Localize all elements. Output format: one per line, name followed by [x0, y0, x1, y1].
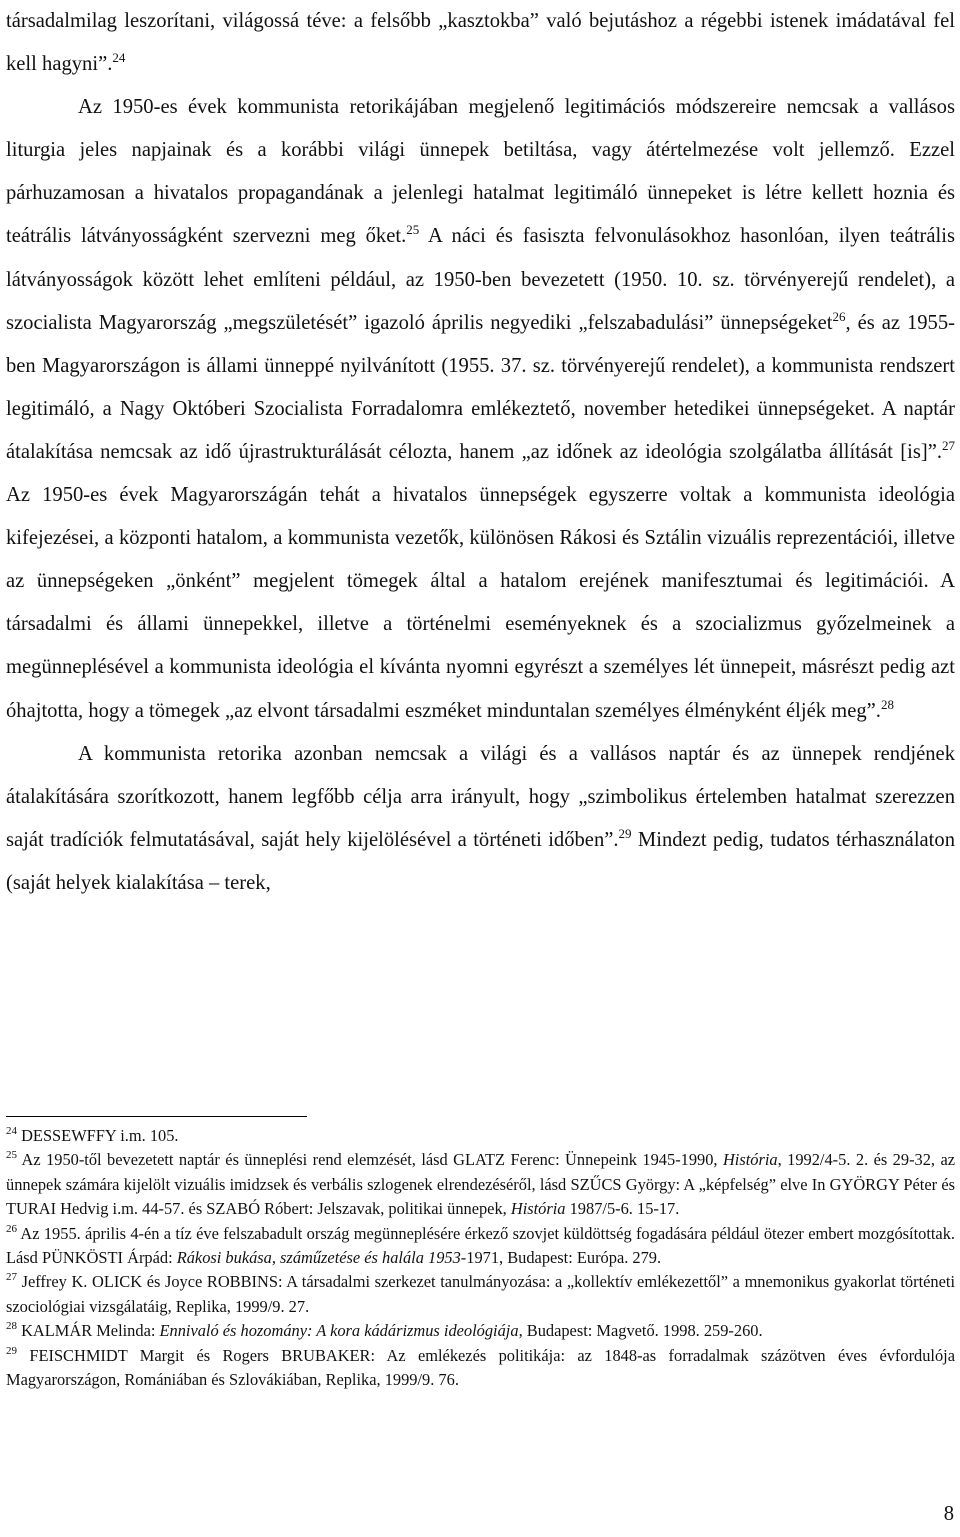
- paragraph-text: Mindezt pedig, tudatos térhasználaton (saját helyek kialakítása – terek,: [6, 828, 955, 894]
- footnote-number: 24: [6, 1125, 17, 1137]
- footnote-text: 1987/5-6. 15-17.: [565, 1199, 680, 1219]
- footnote-25: [6, 1148, 955, 1221]
- footnote-text: Az 1950-től bevezetett naptár és ünneplési rend elemzését, lásd GLATZ Ferenc: Ünnepeink 1945-1990,: [17, 1150, 723, 1170]
- footnote-ref-26[interactable]: 26: [832, 308, 846, 324]
- footnote-text: Az 1955. április 4-én a tíz éve felszabadult ország megünneplésére érkező szovjet küldöttség fogadására például ötezer embert mozgósítottak. Lásd PÜNKÖSTI Árpád:: [6, 1223, 955, 1268]
- footnote-text: , 1992/4-5. 2. és 29-32, az ünnepek számára kijelölt vizuális imidzsek és verbális szlogenek elrendezéséről, lásd SZŰCS György: A „képfelség” elve In GYÖRGY Péter és TURAI Hedvig i.m. 44-57. és SZABÓ Róbert: Jelszavak, politikai ünnepek,: [6, 1150, 955, 1219]
- page-number: 8: [943, 1503, 954, 1525]
- footnote-ref-28[interactable]: 28: [880, 696, 894, 712]
- footnote-27: [6, 1270, 955, 1319]
- footnote-italic: História: [510, 1199, 566, 1219]
- footnote-text: Jeffrey K. OLICK és Joyce ROBBINS: A társadalmi szerkezet tanulmányozása: a „kollektív emlékezettől” a mnemonikus gyakorlat történeti szociológiai vizsgálatáig, Replika, 1999/9. 27.: [6, 1272, 955, 1316]
- footnote-text: DESSEWFFY i.m. 105.: [17, 1126, 179, 1145]
- footnote-number: 27: [6, 1271, 17, 1284]
- paragraph-1: [6, 0, 955, 86]
- paragraph-3: [6, 733, 955, 905]
- footnote-29: [6, 1344, 955, 1393]
- footnote-28: [6, 1319, 955, 1343]
- paragraph-2: [6, 86, 955, 732]
- paragraph-text: Az 1950-es évek Magyarországán tehát a hivatalos ünnepségek egyszerre voltak a kommunista ideológia kifejezései, a központi hatalom, a kommunista vezetők, különösen Rákosi és Sztálin vizuális reprezentációi, illetve az ünnepségeken „önként” megjelent tömegek által a hatalom erejének manifesztumai és legitimációi. A társadalmi és állami ünnepekkel, illetve a történelmi eseményeknek és a szocializmus győzelmeinek a megünneplésével a kommunista ideológia el kívánta nyomni egyrészt a személyes lét ünnepeit, másrészt pedig azt óhajtotta, hogy a tömegek „az elvont társadalmi eszméket minduntalan személyes élményként éljék meg”.: [6, 484, 955, 722]
- footnote-ref-25[interactable]: 25: [406, 222, 420, 238]
- paragraph-text: társadalmilag leszorítani, világossá téve: a felsőbb „kasztokba” való bejutáshoz a régebbi istenek imádatával fel kell hagyni”.: [6, 10, 955, 76]
- paragraph-text: A náci és fasiszta felvonulásokhoz hasonlóan, ilyen teátrális látványosságok között lehet említeni például, az 1950-ben bevezetett (1950. 10. sz. törvényerejű rendelet), a szocialista Magyarország „megszületését” igazoló április negyediki „felszabadulási” ünnepségeket: [6, 225, 955, 334]
- paragraph-text: Az 1950-es évek kommunista retorikájában megjelenő legitimációs módszereire nemcsak a vallásos liturgia jeles napjainak és a korábbi világi ünnepek betiltása, vagy átértelmezése volt jellemző. Ezzel párhuzamosan a hivatalos propagandának a jelenlegi hatalmat legitimáló ünnepeket is létre kellett hoznia és teátrális látványosságként szervezni meg őket.: [6, 96, 955, 248]
- footnote-number: 29: [6, 1344, 17, 1357]
- body-text: [6, 0, 955, 905]
- footnote-text: KALMÁR Melinda:: [17, 1321, 160, 1341]
- footnote-text: -1971, Budapest: Európa. 279.: [460, 1248, 662, 1268]
- footnote-ref-27[interactable]: 27: [942, 437, 955, 453]
- footnote-text: FEISCHMIDT Margit és Rogers BRUBAKER: Az emlékezés politikája: az 1848-as forradalmak százötven éves évfordulója Magyarországon, Romániában és Szlovákiában, Replika, 1999/9. 76.: [6, 1345, 955, 1390]
- footnote-italic: Ennivaló és hozomány: A kora kádárizmus ideológiája: [159, 1321, 519, 1341]
- paragraph-text: , és az 1955-ben Magyarországon is állami ünneppé nyilvánított (1955. 37. sz. törvényerejű rendelet), a kommunista rendszert legitimáló, a Nagy Októberi Szocialista Forradalomra emlékeztető, november hetedikei ünnepségeket. A naptár átalakítása nemcsak az idő újrastrukturálását célozta, hanem „az időnek az ideológia szolgálatba állítását [is]”.: [6, 311, 955, 463]
- footnote-ref-24[interactable]: 24: [112, 50, 126, 66]
- footnotes: [6, 1124, 955, 1392]
- footnote-number: 28: [6, 1320, 17, 1333]
- paragraph-text: A kommunista retorika azonban nemcsak a világi és a vallásos naptár és az ünnepek rendjének átalakítására szorítkozott, hanem legfőbb célja arra irányult, hogy „szimbolikus értelemben hatalmat szerezzen saját tradíciók felmutatásával, saját hely kijelölésével a történeti időben”.: [6, 742, 955, 851]
- footnote-26: [6, 1222, 955, 1271]
- footnote-italic: História: [722, 1150, 778, 1170]
- footnote-number: 25: [6, 1149, 17, 1162]
- footnote-italic: Rákosi bukása, száműzetése és halála 1953: [176, 1248, 461, 1268]
- footnote-separator: [6, 1116, 307, 1117]
- footnote-24: [6, 1124, 955, 1148]
- footnote-number: 26: [6, 1222, 17, 1235]
- footnote-ref-29[interactable]: 29: [618, 825, 632, 841]
- footnote-text: , Budapest: Magvető. 1998. 259-260.: [518, 1321, 763, 1341]
